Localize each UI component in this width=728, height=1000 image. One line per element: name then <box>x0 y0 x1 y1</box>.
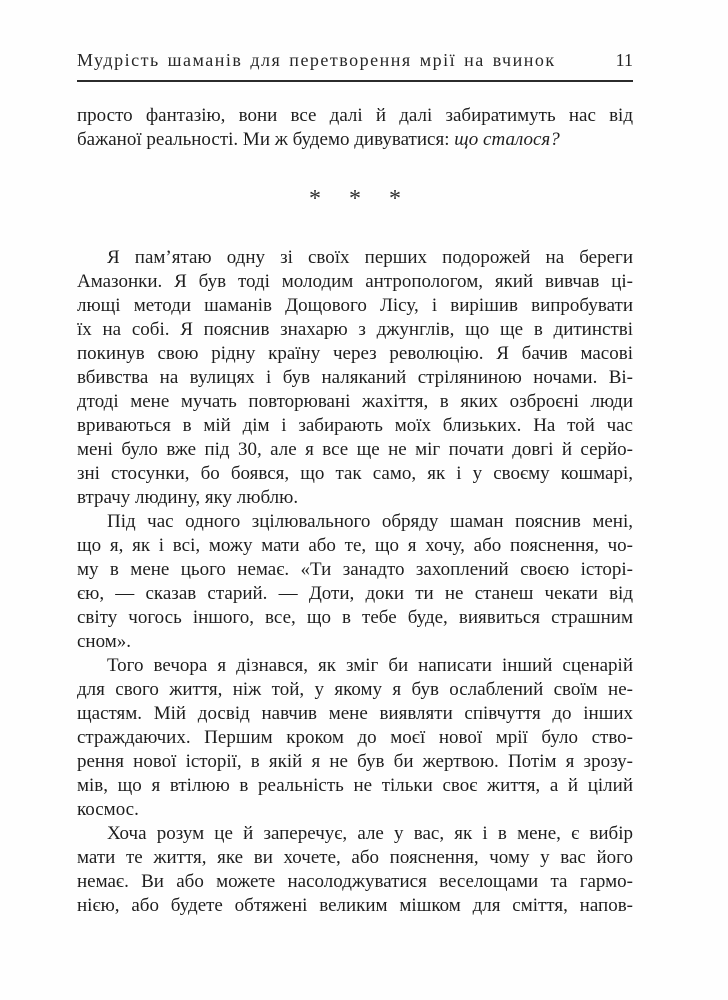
text-run: бажаної реальності. Ми ж будемо дивуватися: <box>77 129 455 150</box>
text-run: щастям. Мій досвід навчив мене виявляти співчуття до інших <box>77 703 633 724</box>
text-run: страждаючих. Першим кроком до моєї нової мрії було ство- <box>77 727 633 748</box>
text-run: Того вечора я дізнався, як зміг би написати інший сценарій <box>107 655 633 676</box>
separator-stars: * * * <box>309 186 401 212</box>
text-run: нією, або будете обтяжені великим мішком для сміття, напов- <box>77 895 633 916</box>
text-run: їх на собі. Я пояснив знахарю з джунглів, що ще в дитинстві <box>77 319 633 340</box>
text-run: просто фантазію, вони все далі й далі забиратимуть нас від <box>77 105 633 126</box>
text-run: Я пам’ятаю одну зі своїх перших подорожей на береги <box>107 247 633 268</box>
text-run: Амазонки. Я був тоді молодим антропологом, який вивчав ці- <box>77 271 633 292</box>
text-line <box>77 534 633 558</box>
text-line <box>77 510 633 534</box>
paragraph <box>77 822 633 918</box>
text-run: немає. Ви або можете насолоджуватися веселощами та гармо- <box>77 871 633 892</box>
text-run: покинув свою рідну країну через революцію. Я бачив масові <box>77 343 633 364</box>
text-line <box>77 630 633 654</box>
text-line <box>77 414 633 438</box>
text-line <box>77 582 633 606</box>
running-header <box>77 50 633 82</box>
text-line <box>77 678 633 702</box>
text-run: мати те життя, яке ви хочете, або пояснення, чому у вас його <box>77 847 633 868</box>
paragraph <box>77 510 633 654</box>
text-line <box>77 104 633 128</box>
text-run: Хоча розум це й заперечує, але у вас, як і в мене, є вибір <box>107 823 633 844</box>
text-line <box>77 366 633 390</box>
italic-phrase: що сталося? <box>454 129 560 150</box>
text-line <box>77 318 633 342</box>
text-line <box>77 798 633 822</box>
page-number: 11 <box>615 50 633 70</box>
text-line <box>77 726 633 750</box>
text-line <box>77 438 633 462</box>
text-line <box>77 774 633 798</box>
text-line <box>77 270 633 294</box>
text-line <box>77 822 633 846</box>
text-run: для свого життя, ніж той, у якому я був ослаблений своїм не- <box>77 679 633 700</box>
text-line <box>77 846 633 870</box>
text-run: втрачу людину, яку люблю. <box>77 487 299 508</box>
text-line <box>77 654 633 678</box>
body-text <box>77 104 633 918</box>
section-separator <box>77 152 633 246</box>
text-run: космос. <box>77 799 139 820</box>
text-run: зні стосунки, бо боявся, що так само, як і у своєму кошмарі, <box>77 463 633 484</box>
paragraph <box>77 104 633 152</box>
text-run: вбивства на вулицях і був наляканий стріляниною ночами. Ві- <box>77 367 633 388</box>
text-line <box>77 894 633 918</box>
text-run: мів, що я втілюю в реальність не тільки своє життя, а й цілий <box>77 775 633 796</box>
text-line <box>77 702 633 726</box>
text-line <box>77 870 633 894</box>
page-content <box>77 50 633 918</box>
text-line <box>77 390 633 414</box>
text-run: дтоді мене мучать повторювані жахіття, в яких озброєні люди <box>77 391 633 412</box>
running-title: Мудрість шаманів для перетворення мрії на вчинок <box>77 50 556 70</box>
text-run: що я, як і всі, можу мати або те, що я хочу, або пояснення, чо- <box>77 535 633 556</box>
text-run: сном». <box>77 631 132 652</box>
text-run: мені було вже під 30, але я все ще не міг почати довгі й серйо- <box>77 439 633 460</box>
text-line <box>77 294 633 318</box>
text-line <box>77 462 633 486</box>
text-line <box>77 558 633 582</box>
text-run: рення нової історії, в якій я не був би жертвою. Потім я зрозу- <box>77 751 633 772</box>
text-line <box>77 750 633 774</box>
text-run: вриваються в мій дім і забирають моїх близьких. На той час <box>77 415 633 436</box>
text-run: Під час одного зцілювального обряду шаман пояснив мені, <box>107 511 633 532</box>
text-line <box>77 246 633 270</box>
text-run: світу чогось іншого, все, що в тебе буде, виявиться страшним <box>77 607 633 628</box>
paragraph <box>77 246 633 510</box>
paragraph <box>77 654 633 822</box>
text-run: му в мене цього немає. «Ти занадто захоплений своєю історі- <box>77 559 633 580</box>
text-run: єю, — сказав старий. — Доти, доки ти не станеш чекати від <box>77 583 633 604</box>
text-line <box>77 342 633 366</box>
text-line <box>77 606 633 630</box>
text-run: лющі методи шаманів Дощового Лісу, і вирішив випробувати <box>77 295 633 316</box>
text-line <box>77 486 633 510</box>
text-line <box>77 128 633 152</box>
